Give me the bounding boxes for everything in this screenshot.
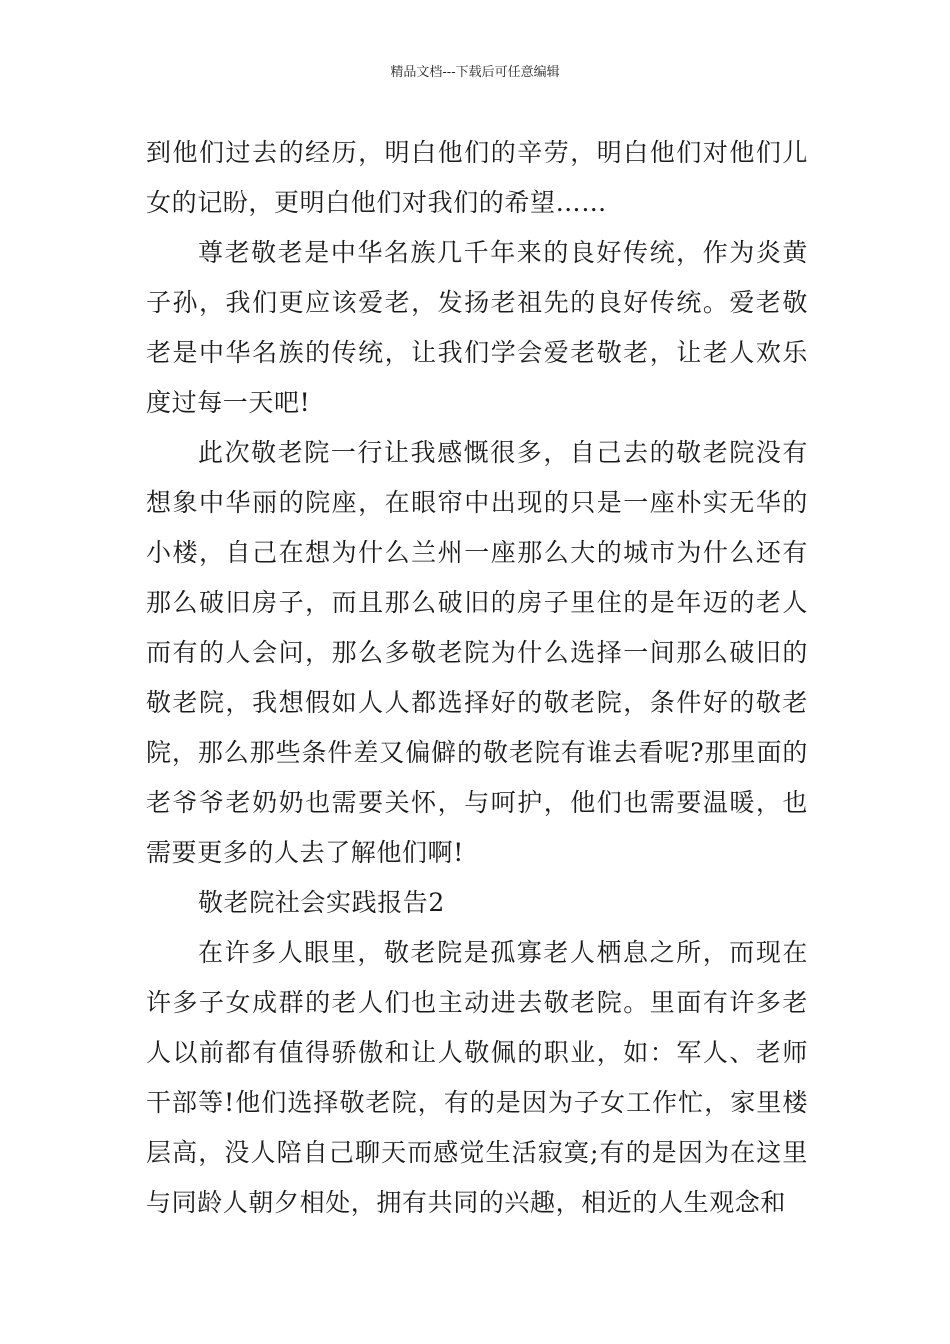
- paragraph-respect-elders: 尊老敬老是中华名族几千年来的良好传统，作为炎黄子孙，我们更应该爱老，发扬老祖先的良好传统。爱老敬老是中华名族的传统，让我们学会爱老敬老，让老人欢乐度过每一天吧!: [146, 238, 808, 417]
- page-header: 精品文档---下载后可任意编辑: [390, 65, 560, 80]
- paragraph-continuation: 到他们过去的经历，明白他们的辛劳，明白他们对他们儿女的记盼，更明白他们对我们的希望……: [146, 138, 808, 217]
- document-body: [146, 128, 808, 1228]
- paragraph-nursing-home-visit: 此次敬老院一行让我感慨很多，自己去的敬老院没有想象中华丽的院座，在眼帘中出现的只是一座朴实无华的小楼，自己在想为什么兰州一座那么大的城市为什么还有那么破旧房子，而且那么破旧的房子里住的是年迈的老人而有的人会问，那么多敬老院为什么选择一间那么破旧的敬老院，我想假如人人都选择好的敬老院，条件好的敬老院，那么那些条件差又偏僻的敬老院有谁去看呢?那里面的老爷爷老奶奶也需要关怀，与呵护，他们也需要温暖，也需要更多的人去了解他们啊!: [146, 438, 808, 867]
- paragraph-report-2: 在许多人眼里，敬老院是孤寡老人栖息之所，而现在许多子女成群的老人们也主动进去敬老院。里面有许多老人以前都有值得骄傲和让人敬佩的职业，如：军人、老师干部等!他们选择敬老院，有的是因为子女工作忙，家里楼层高，没人陪自己聊天而感觉生活寂寞;有的是因为在这里与同龄人朝夕相处，拥有共同的兴趣，相近的人生观念和: [146, 938, 808, 1217]
- section-heading: 敬老院社会实践报告2: [198, 888, 445, 917]
